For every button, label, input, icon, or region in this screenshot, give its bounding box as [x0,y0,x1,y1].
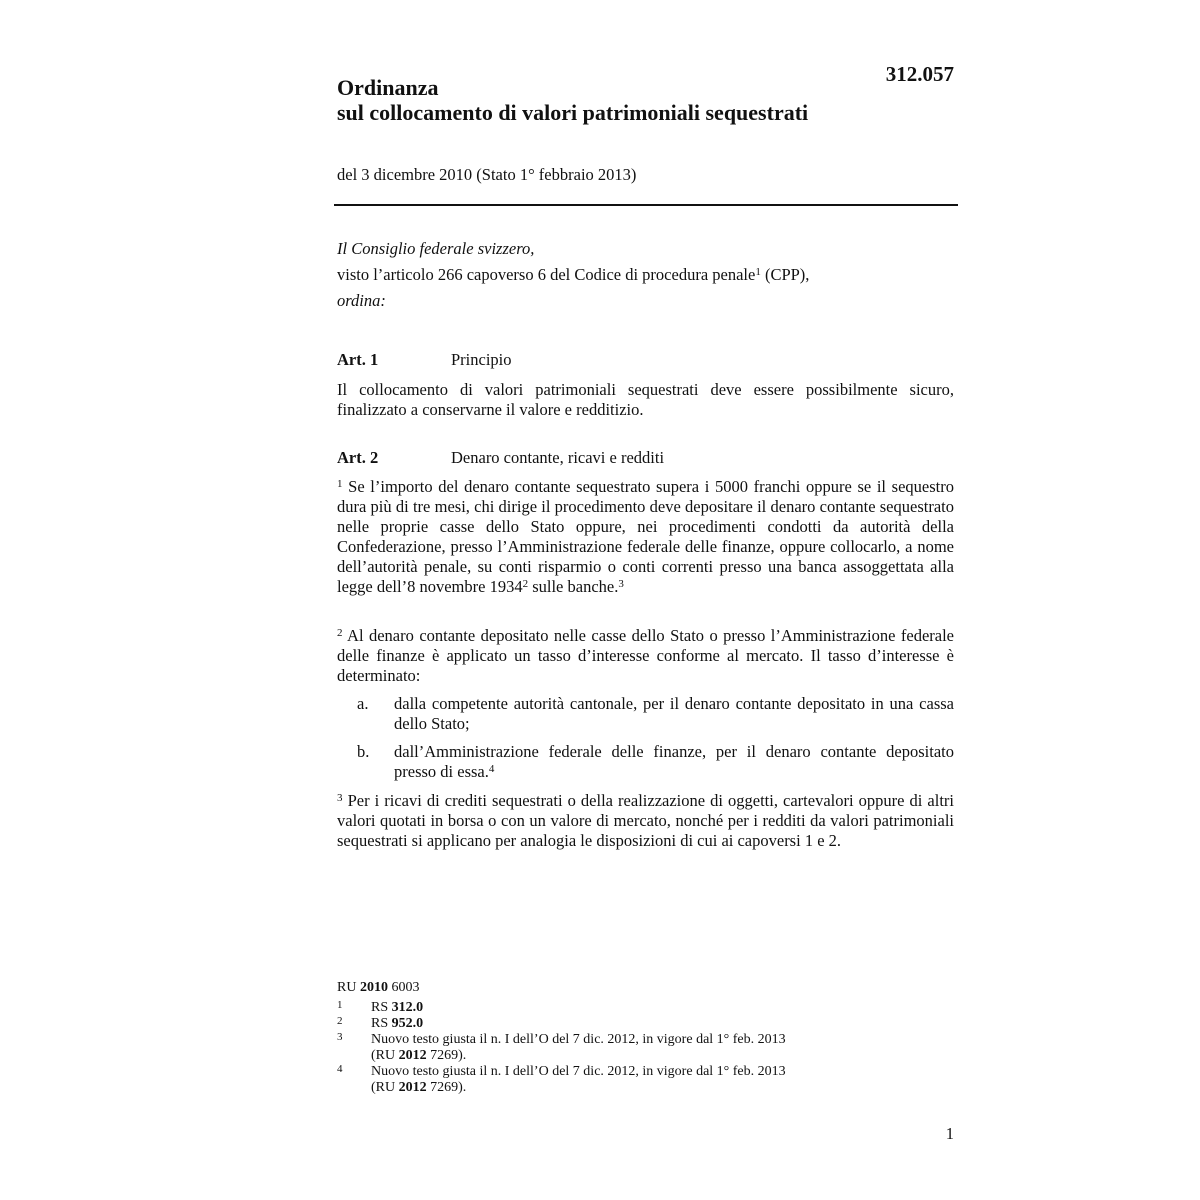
title-line-2: sul collocamento di valori patrimoniali sequestrati [337,100,809,125]
preamble-authority: Il Consiglio federale svizzero, [337,239,535,258]
footnote-ref[interactable]: 1 [755,266,761,278]
footnote-text: Nuovo testo giusta il n. I dell’O del 7 dic. 2012, in vigore dal 1° feb. 2013 [371,1064,786,1079]
list-item-text: dall’Amministrazione federale delle finanze, per il denaro contante depositato presso di essa. [394,742,954,781]
paragraph-text-end: sulle banche. [528,577,619,596]
title-line-1: Ordinanza [337,75,439,100]
paragraph-number: 1 [337,478,343,490]
footnotes [337,980,786,1096]
footnote-text-bold: 312.0 [391,1000,424,1015]
paragraph-number: 3 [337,792,343,804]
document-title [337,75,808,125]
footnote-text-post: 7269). [426,1080,467,1095]
list-item [357,694,954,734]
footnote-text-bold: 2012 [398,1048,427,1063]
page-number: 1 [945,1124,954,1143]
article-1-heading [337,350,512,370]
title-divider [334,204,958,206]
footnote-item-continuation [337,1080,467,1096]
footnote-item [337,1015,424,1032]
footnote-item-continuation [337,1048,467,1064]
footnote-text-bold: 2012 [398,1080,427,1095]
document-date: del 3 dicembre 2010 (Stato 1° febbraio 2013) [337,165,637,184]
footnote-text: Nuovo testo giusta il n. I dell’O del 7 dic. 2012, in vigore dal 1° feb. 2013 [371,1032,786,1047]
ru-prefix: RU [337,980,360,995]
footnote-text-pre: (RU [371,1080,399,1095]
sr-number: 312.057 [885,62,954,86]
paragraph-text: Al denaro contante depositato nelle casse dello Stato o presso l’Amministrazione federale delle finanze è applicato un tasso d’interesse conforme al mercato. Il tasso d’interesse è determinato: [337,626,954,685]
preamble-legal-basis [337,262,809,288]
footnote-item [337,1031,786,1048]
footnote-ref[interactable]: 3 [618,578,624,590]
preamble-ordains: ordina: [337,291,386,310]
ru-year: 2010 [359,980,388,995]
article-title: Principio [451,350,512,369]
footnote-text-pre: (RU [371,1048,399,1063]
footnote-item [337,1063,786,1080]
footnote-text [371,1080,466,1096]
footnote-text-bold: 952.0 [391,1016,424,1031]
list-item-label: a. [357,694,369,713]
list-item [357,742,954,782]
footnote-text [371,1016,423,1032]
article-2-paragraph-3 [337,791,954,851]
ru-page: 6003 [387,980,420,995]
list-item-label: b. [357,742,370,761]
legal-basis-suffix: (CPP), [760,265,810,284]
footnote-number: 3 [337,1031,343,1043]
list-item-text: dalla competente autorità cantonale, per il denaro contante depositato in una cassa dello Stato; [394,694,954,733]
footnote-item [337,999,424,1016]
footnote-text [371,1048,466,1064]
article-2-paragraph-2 [337,626,954,686]
ru-reference [337,980,419,1000]
footnote-number: 4 [337,1063,343,1075]
article-1-text: Il collocamento di valori patrimoniali sequestrati deve essere possibilmente sicuro, finalizzato a conservarne il valore e redditizio. [337,380,954,419]
footnote-text-pre: RS [371,1000,392,1015]
article-2-heading [337,448,664,468]
footnote-ref[interactable]: 4 [488,763,495,775]
list-item-text-wrap [394,742,954,782]
footnote-number: 1 [337,999,343,1011]
legal-basis-text: visto l’articolo 266 capoverso 6 del Codice di procedura penale [337,265,756,284]
paragraph-number: 2 [337,627,343,639]
article-number: Art. 2 [337,448,379,467]
article-title: Denaro contante, ricavi e redditi [451,448,665,467]
footnote-text-pre: RS [371,1016,392,1031]
footnote-text-post: 7269). [426,1048,467,1063]
footnote-number: 2 [337,1015,343,1027]
article-2-paragraph-1 [337,477,954,597]
footnote-text [371,1000,423,1016]
preamble [337,236,809,314]
paragraph-text: Se l’importo del denaro contante sequestrato supera i 5000 franchi oppure se il sequestro dura più di tre mesi, chi dirige il procedimento deve depositare il denaro contante sequestrato nelle proprie casse dello Stato oppure, nei procedimenti condotti da autorità della Confederazione, presso l’Amministrazione federale delle finanze, oppure collocarlo, a nome dell’autorità penale, su conti risparmio o conti correnti presso una banca assoggettata alla legge dell’8 novembre 1934 [337,477,954,596]
article-number: Art. 1 [337,350,379,369]
paragraph-text: Per i ricavi di crediti sequestrati o della realizzazione di oggetti, cartevalori oppure di altri valori quotati in borsa o con un valore di mercato, nonché per i redditi da valori patrimoniali sequestrati si applicano per analogia le disposizioni di cui ai capoversi 1 e 2. [337,791,954,850]
footnote-ref[interactable]: 2 [522,578,529,590]
